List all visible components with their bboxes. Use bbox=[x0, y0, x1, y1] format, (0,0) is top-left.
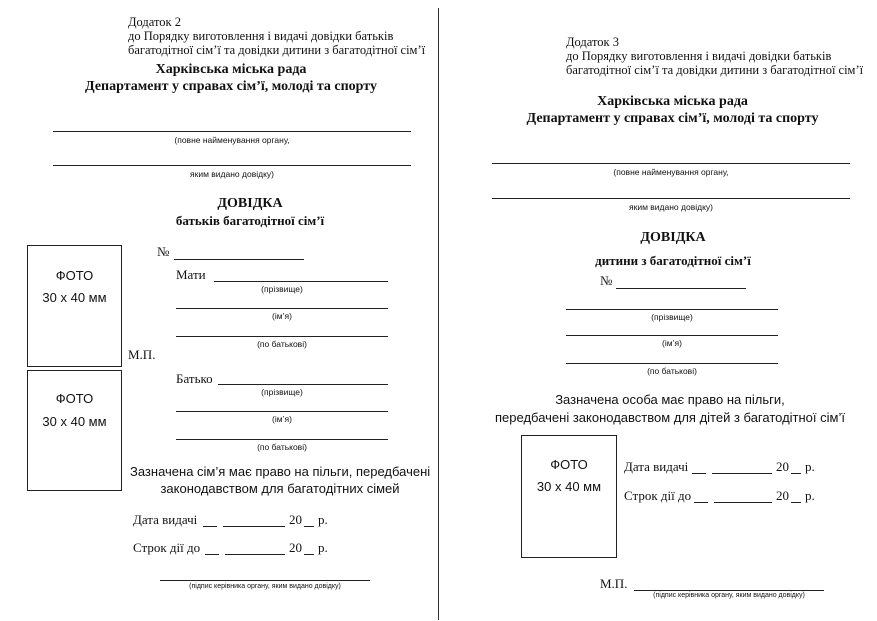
right-number-line bbox=[616, 288, 746, 289]
right-photo-label: ФОТО bbox=[550, 457, 588, 472]
right-valid-year-line bbox=[791, 502, 801, 503]
left-mother-surname-caption: (прізвище) bbox=[261, 284, 303, 294]
right-date-issue-year-prefix: 20 bbox=[776, 459, 789, 474]
right-appendix-line2: до Порядку виготовлення і видачі довідки батьків bbox=[566, 49, 832, 63]
left-father-surname-line bbox=[218, 384, 388, 385]
left-valid-year-line bbox=[304, 554, 314, 555]
right-date-issue-day-line bbox=[692, 473, 706, 474]
right-doc-subtitle: дитини з багатодітної сім’ї bbox=[595, 253, 751, 268]
right-signature-caption: (підпис керівника органу, яким видано довідку) bbox=[653, 592, 805, 599]
left-date-issue-day-line bbox=[203, 526, 217, 527]
left-mother-name-caption: (ім’я) bbox=[272, 311, 292, 321]
left-date-issue-label: Дата видачі bbox=[133, 512, 198, 527]
right-patronymic-caption: (по батькові) bbox=[647, 366, 697, 376]
left-caption-issued: яким видано довідку) bbox=[190, 169, 274, 179]
left-father-name-caption: (ім’я) bbox=[272, 414, 292, 424]
left-mother-surname-line bbox=[214, 281, 388, 282]
left-issued-line bbox=[53, 165, 411, 166]
right-name-line bbox=[566, 335, 778, 336]
right-rights-line2: передбачені законодавством для дітей з багатодітної сім’ї bbox=[495, 410, 845, 425]
right-name-caption: (ім’я) bbox=[662, 338, 682, 348]
right-valid-label: Строк дії до bbox=[624, 488, 692, 503]
right-date-issue-month-line bbox=[712, 473, 772, 474]
left-date-issue-year-suffix: р. bbox=[318, 512, 328, 527]
left-doc-subtitle: батьків багатодітної сім’ї bbox=[175, 213, 325, 228]
left-valid-month-line bbox=[225, 554, 285, 555]
left-father-name-line bbox=[176, 411, 388, 412]
left-valid-day-line bbox=[205, 554, 219, 555]
right-rights-line1: Зазначена особа має право на пільги, bbox=[555, 392, 785, 407]
left-number-line bbox=[174, 259, 304, 260]
right-valid-month-line bbox=[714, 502, 772, 503]
left-doc-title: ДОВІДКА bbox=[217, 196, 283, 211]
right-appendix-line3: багатодітної сім’ї та довідки дитини з багатодітної сім’ї bbox=[566, 63, 864, 77]
right-date-issue-year-suffix: р. bbox=[805, 459, 815, 474]
left-mp-label: М.П. bbox=[128, 347, 156, 362]
left-org-line bbox=[53, 131, 411, 132]
right-caption-issued: яким видано довідку) bbox=[629, 202, 713, 212]
page-divider bbox=[438, 8, 439, 620]
left-rights-line2: законодавством для багатодітних сімей bbox=[160, 481, 400, 496]
left-signature-line bbox=[160, 580, 370, 581]
left-appendix-line2: до Порядку виготовлення і видачі довідки батьків bbox=[128, 29, 394, 43]
left-mother-label: Мати bbox=[176, 267, 206, 282]
right-issued-line bbox=[492, 198, 850, 199]
left-appendix-line3: багатодітної сім’ї та довідки дитини з багатодітної сім’ї bbox=[128, 43, 426, 57]
left-photo-box-2 bbox=[27, 370, 122, 491]
left-number-label: № bbox=[157, 244, 170, 259]
right-doc-title: ДОВІДКА bbox=[640, 230, 706, 245]
left-valid-year-suffix: р. bbox=[318, 540, 328, 555]
left-photo1-size: 30 х 40 мм bbox=[42, 290, 107, 305]
left-father-patronymic-line bbox=[176, 439, 388, 440]
right-date-issue-year-line bbox=[791, 473, 801, 474]
left-date-issue-year-line bbox=[304, 526, 314, 527]
right-surname-line bbox=[566, 309, 778, 310]
right-photo-box bbox=[521, 435, 617, 558]
left-valid-year-prefix: 20 bbox=[289, 540, 302, 555]
left-caption-org: (повне найменування органу, bbox=[174, 135, 290, 145]
right-surname-caption: (прізвище) bbox=[651, 312, 693, 322]
left-date-issue-month-line bbox=[223, 526, 285, 527]
left-signature-caption: (підпис керівника органу, яким видано довідку) bbox=[189, 583, 341, 590]
left-rights-line1: Зазначена сім’я має право на пільги, передбачені bbox=[130, 464, 431, 479]
right-valid-year-suffix: р. bbox=[805, 488, 815, 503]
right-patronymic-line bbox=[566, 363, 778, 364]
right-valid-year-prefix: 20 bbox=[776, 488, 789, 503]
left-photo1-label: ФОТО bbox=[55, 268, 94, 283]
right-valid-day-line bbox=[694, 502, 708, 503]
left-father-surname-caption: (прізвище) bbox=[261, 387, 303, 397]
left-photo2-label: ФОТО bbox=[55, 391, 94, 406]
right-date-issue-label: Дата видачі bbox=[624, 459, 689, 474]
right-department-name: Департамент у справах сім’ї, молоді та спорту bbox=[526, 111, 819, 126]
right-appendix-number: Додаток 3 bbox=[566, 35, 619, 49]
right-number-label: № bbox=[600, 273, 613, 288]
right-mp-label: М.П. bbox=[600, 576, 628, 591]
left-org-name: Харківська міська рада bbox=[155, 62, 307, 77]
left-date-issue-year-prefix: 20 bbox=[289, 512, 302, 527]
right-photo-size: 30 х 40 мм bbox=[536, 479, 602, 494]
right-caption-org: (повне найменування органу, bbox=[613, 167, 729, 177]
left-department-name: Департамент у справах сім’ї, молоді та спорту bbox=[85, 79, 377, 94]
left-mother-name-line bbox=[176, 308, 388, 309]
left-valid-label: Строк дії до bbox=[133, 540, 201, 555]
left-father-patronymic-caption: (по батькові) bbox=[257, 442, 307, 452]
right-org-name: Харківська міська рада bbox=[597, 94, 748, 109]
right-signature-line bbox=[634, 590, 824, 591]
left-mother-patronymic-line bbox=[176, 336, 388, 337]
left-father-label: Батько bbox=[176, 371, 213, 386]
left-mother-patronymic-caption: (по батькові) bbox=[257, 339, 307, 349]
left-photo2-size: 30 х 40 мм bbox=[42, 414, 107, 429]
left-photo-box-1 bbox=[27, 245, 122, 367]
left-appendix-number: Додаток 2 bbox=[128, 15, 181, 29]
right-org-line bbox=[492, 163, 850, 164]
